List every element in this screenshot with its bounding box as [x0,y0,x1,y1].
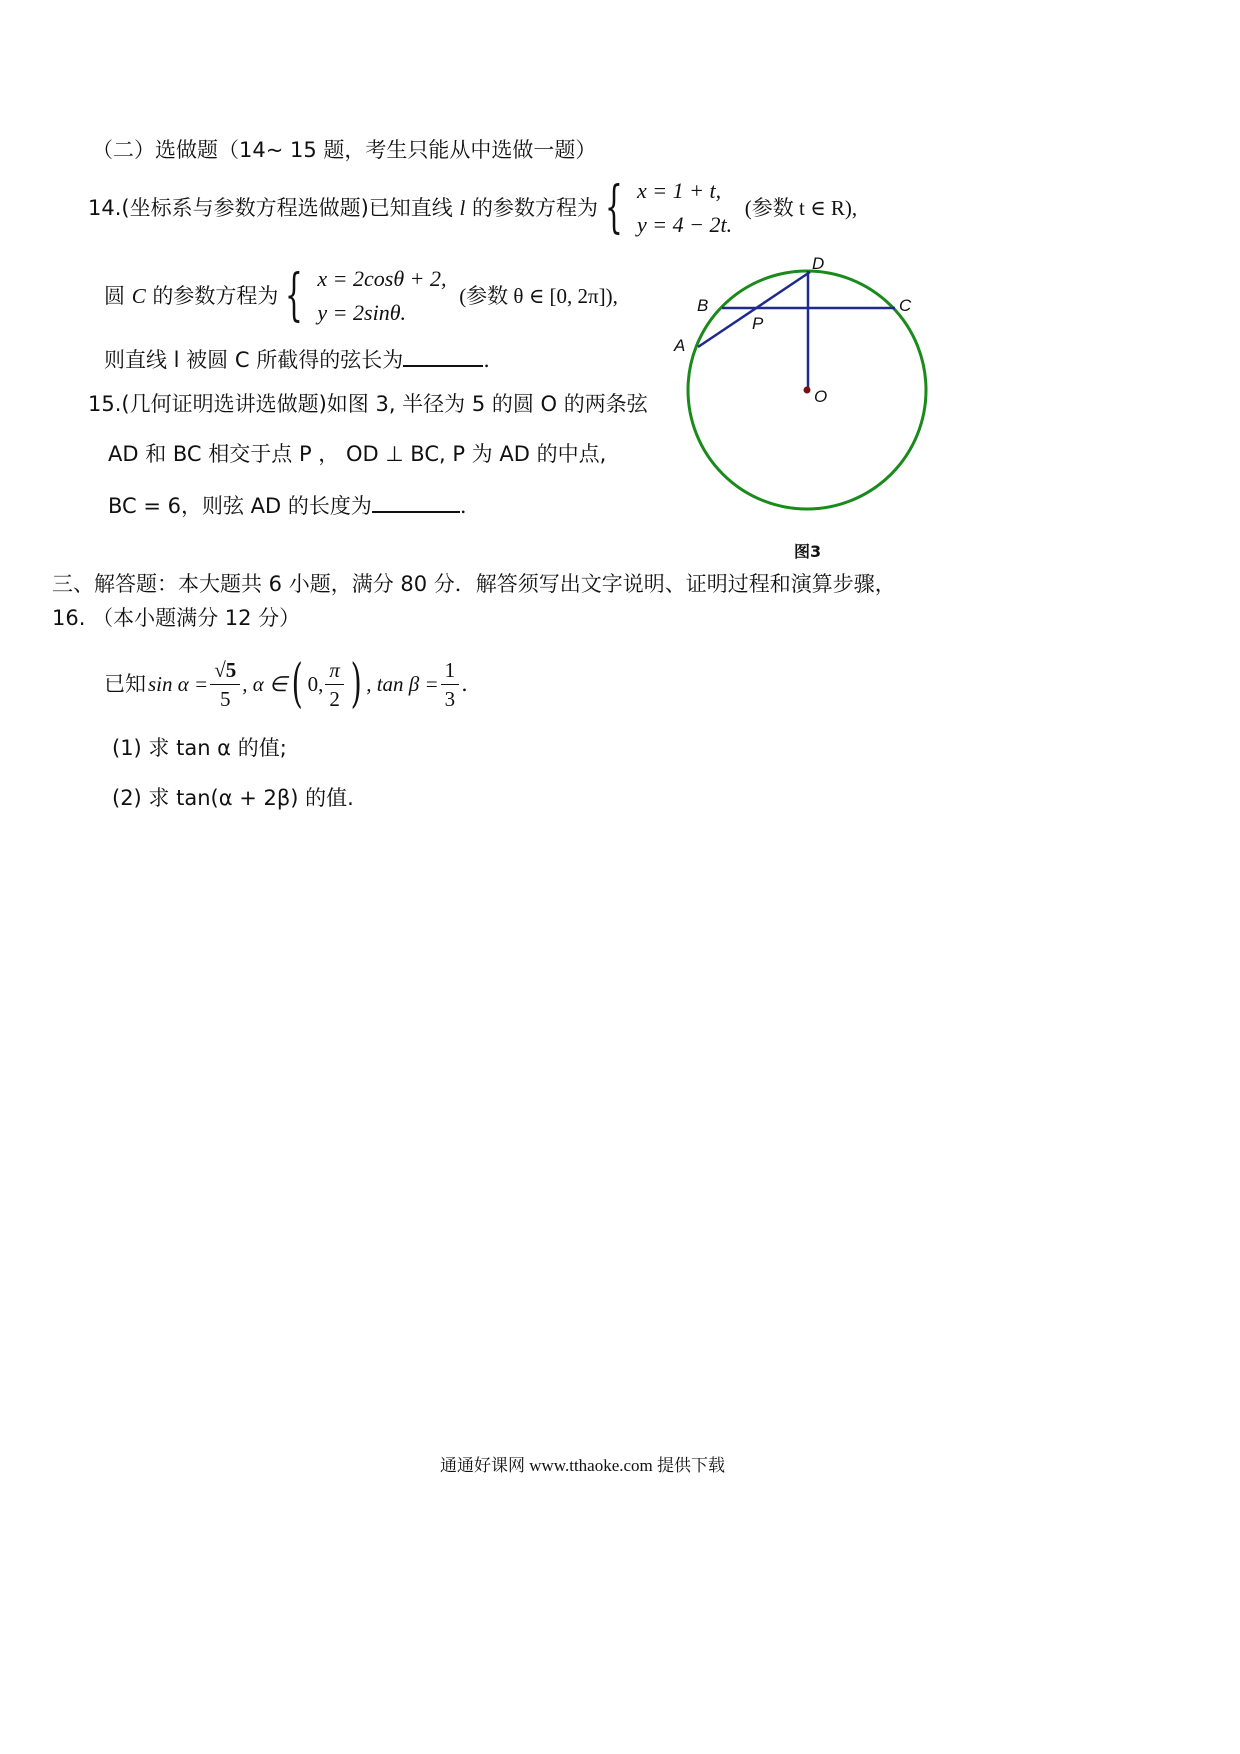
figure-3-diagram [640,240,960,530]
q14-circle-line [104,262,618,326]
q15-end: . [459,494,467,518]
q16-given-prefix: 已知 [104,672,146,696]
q16-tan-beta: , tan β = [366,672,439,696]
fraction-pi-over-2 [325,656,344,713]
q15-line3-text: BC = 6，则弦 AD 的长度为 [108,494,372,518]
denominator: 5 [219,686,231,711]
answer-blank [372,493,460,513]
label-o: O [814,387,828,406]
numerator: π [325,656,344,685]
q16-alpha-in: , α ∈ [242,672,288,696]
section3-header: 三、解答题：本大题共 6 小题，满分 80 分．解答须写出文字说明、证明过程和演算步骤， [52,572,896,596]
fraction-1-over-3 [441,656,460,713]
answer-blank [403,347,483,367]
q16-part2: (2) 求 tan(α + 2β) 的值. [112,786,354,810]
q14-ceq2: y = 2sinθ. [317,300,406,325]
q14-l-var: l [459,196,466,220]
denominator: 2 [329,686,340,711]
q16-sin-part: sin α = [148,672,209,696]
section-header: （二）选做题（14~ 15 题，考生只能从中选做一题） [92,138,597,162]
q14-circle-intro: 圆 [104,284,125,308]
right-paren-icon: ) [350,654,362,714]
q14-line1 [88,174,857,238]
q14-ceq1: x = 2cosθ + 2, [317,266,447,291]
label-p: P [752,314,764,333]
q16-title: 16. （本小题满分 12 分） [52,606,301,630]
label-c: C [899,296,912,315]
q14-equations [637,174,732,242]
q16-given [104,652,468,716]
q14-intro: 14.(坐标系与参数方程选做题)已知直线 [88,196,453,220]
q15-line3 [108,492,467,520]
center-point-o [804,387,811,394]
numerator: 1 [441,656,460,685]
q15-line1: 15.(几何证明选讲选做题)如图 3, 半径为 5 的圆 O 的两条弦 [88,392,648,416]
q14-circle-equations [317,262,446,330]
label-a: A [674,336,686,355]
q14-question-text: 则直线 l 被圆 C 所截得的弦长为 [104,348,404,372]
left-paren-icon: ( [291,654,304,714]
q14-end: . [483,348,490,372]
denominator: 3 [444,686,456,711]
q16-period: . [461,672,468,696]
interval-zero: 0, [307,672,324,696]
label-b: B [697,296,709,315]
numerator: √5 [210,656,240,685]
q15-line2: AD 和 BC 相交于点 P ， OD ⊥ BC, P 为 AD 的中点, [108,442,607,466]
q16-part1: (1) 求 tan α 的值; [112,736,287,760]
brace-icon: { [604,175,623,240]
footer-text: 通通好课网 www.tthaoke.com 提供下载 [440,1456,726,1475]
q14-c-var: C [131,284,146,308]
q14-intro-tail: 的参数方程为 [472,196,599,220]
fraction-sqrt5-over-5 [210,656,240,713]
q14-circle-tail: 的参数方程为 [152,284,279,308]
label-d: D [812,254,825,273]
q14-question [104,346,490,374]
q14-param-note: (参数 t ∈ R), [744,196,858,220]
q14-cparam-note: (参数 θ ∈ [0, 2π]), [459,284,618,308]
q14-eq1: x = 1 + t, [637,178,722,203]
brace-icon: { [285,263,303,328]
q14-eq2: y = 4 − 2t. [637,212,733,237]
figure-caption: 图3 [794,542,822,561]
